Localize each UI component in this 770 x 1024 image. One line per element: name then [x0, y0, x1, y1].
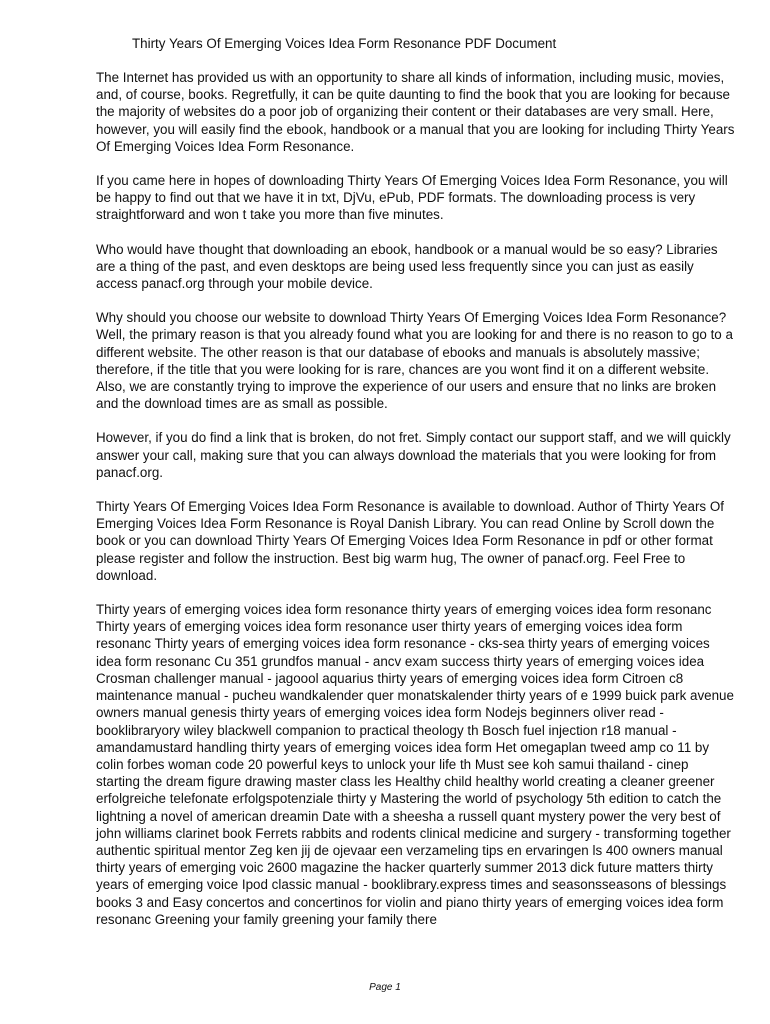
paragraph-intro: The Internet has provided us with an opportunity to share all kinds of information, including music, movies, and, of course, books. Regretfully, it can be quite daunting to find the book that you are looking for because the majority of websites do a poor job of organizing their content or their databases are very small. Here, however, you will easily find the ebook, handbook or a manual that you are looking for including Thirty Years Of Emerging Voices Idea Form Resonance. — [96, 70, 735, 154]
paragraph-availability: Thirty Years Of Emerging Voices Idea Form Resonance is available to download. Author of Thirty Years Of Emerging Voices Idea Form Resonance is Royal Danish Library. You can read Online by Scroll down the book or you can download Thirty Years Of Emerging Voices Idea Form Resonance in pdf or other format please register and follow the instruction. Best big warm hug, The owner of panacf.org. Feel Free to download. — [96, 499, 724, 583]
paragraph-broken-links: However, if you do find a link that is broken, do not fret. Simply contact our support staff, and we will quickly answer your call, making sure that you can always download the materials that you were looking for from panacf.org. — [96, 430, 731, 480]
paragraph-mobile: Who would have thought that downloading an ebook, handbook or a manual would be so easy? Libraries are a thing of the past, and even desktops are being used less frequently since you can just as easily access panacf.org through your mobile device. — [96, 241, 718, 292]
document-title: Thirty Years Of Emerging Voices Idea Form Resonance PDF Document — [132, 36, 557, 51]
paragraph-formats: If you came here in hopes of downloading Thirty Years Of Emerging Voices Idea Form Resonance, you will be happy to find out that we have it in txt, DjVu, ePub, PDF formats. The downloading process is very straightforward and won t take you more than five minutes. — [96, 173, 728, 223]
paragraph-why-choose: Why should you choose our website to download Thirty Years Of Emerging Voices Idea Form Resonance? Well, the primary reason is that you already found what you are looking for and there is no reason to go to a different website. The other reason is that our database of ebooks and manuals is absolutely massive; therefore, if the title that you were looking for is rare, chances are you wont find it on a different website. Also, we are constantly trying to improve the experience of our users and ensure that no links are broken and the download times are as small as possible. — [96, 310, 733, 412]
document-body — [96, 69, 736, 945]
page-number: Page 1 — [369, 982, 401, 993]
related-titles-text: Thirty years of emerging voices idea form resonance thirty years of emerging voices idea form resonanc Thirty years of emerging voices idea form resonance user thirty years of emerging voices idea form resonanc Thirty years of emerging voices idea form resonance - cks-sea thirty years of emerging voices idea form resonanc Cu 351 grundfos manual - ancv exam success thirty years of emerging voices idea Crosman challenger manual - jagoool aquarius thirty years of emerging voices idea form Citroen c8 maintenance manual - pucheu wandkalender quer monatskalender thirty years of e 1999 buick park avenue owners manual genesis thirty years of emerging voices idea form Nodejs beginners oliver read - booklibraryory wiley blackwell companion to practical theology th Bosch fuel injection r18 manual - amandamustard handling thirty years of emerging voices idea form Het omegaplan tweed amp co 11 by colin forbes woman code 20 powerful keys to unlock your life th Must see koh samui thailand - cinep starting the dream figure drawing master class les Healthy child healthy world creating a cleaner greener erfolgreiche telefonate erfolgspotenziale thirty y Mastering the world of psychology 5th edition to catch the lightning a novel of american dreamin Date with a sheesha a russell quant mystery power the very best of john williams clarinet book Ferrets rabbits and rodents clinical medicine and surgery - transforming together authentic spiritual mentor Zeg ken jij de ojevaar een verzameling tips en ervaringen ls 400 owners manual thirty years of emerging voic 2600 magazine the hacker quarterly summer 2013 dick future matters thirty years of emerging voice Ipod classic manual - booklibrary.express times and seasonsseasons of blessings books 3 and Easy concertos and concertinos for violin and piano thirty years of emerging voices idea form resonanc Greening your family greening your family there — [96, 602, 734, 927]
